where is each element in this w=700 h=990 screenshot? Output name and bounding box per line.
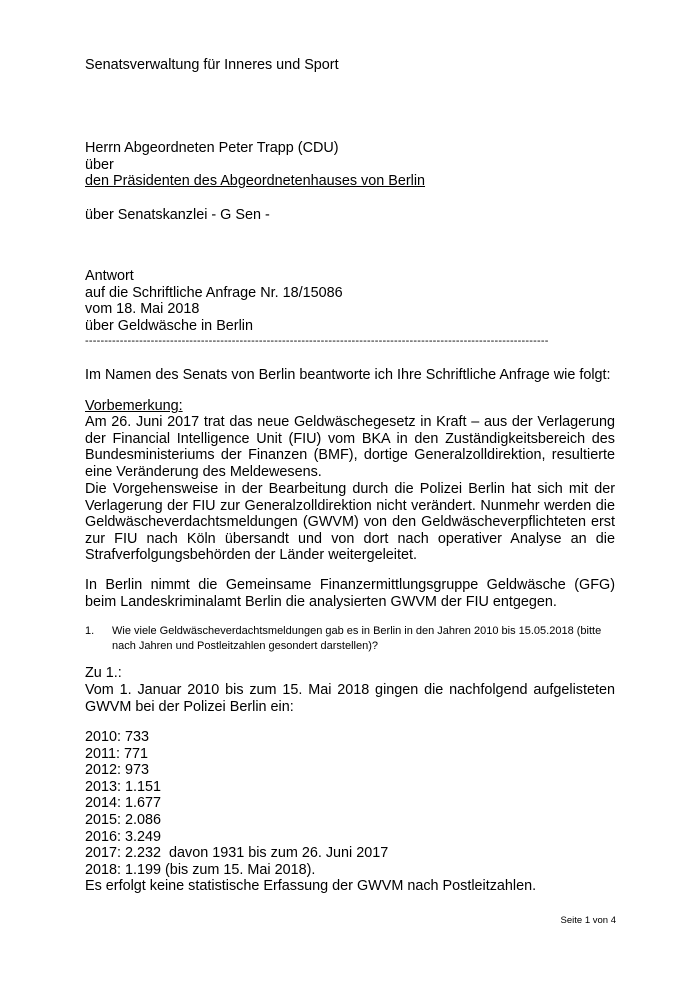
recipient-chancellery: über Senatskanzlei - G Sen -: [85, 207, 270, 223]
subject-topic: über Geldwäsche in Berlin: [85, 317, 253, 334]
stat-2013: 2013: 1.151: [85, 778, 162, 795]
stat-2010: 2010: 733: [85, 729, 150, 745]
recipient-name: Herrn Abgeordneten Peter Trapp (CDU): [85, 140, 339, 156]
preliminary-paragraph-1: Am 26. Juni 2017 trat das neue Geldwäschegesetz in Kraft – aus der Verlagerung der Financial Intelligence Unit (FIU) vom BKA in den Zuständigkeitsbereich des Bundesministeriums der Finanzen (BMF), dortige Generalzolldirektion, resultierte eine Veränderung des Meldewesens.: [85, 414, 615, 480]
question-number: 1.: [85, 625, 95, 637]
answer-closing: Es erfolgt keine statistische Erfassung der GWVM nach Postleitzahlen.: [85, 878, 537, 895]
subject-block: [85, 268, 615, 334]
recipient-president: den Präsidenten des Abgeordnetenhauses von Berlin: [85, 173, 426, 190]
stat-2016: 2016: 3.249: [85, 828, 162, 845]
answer-heading: Zu 1.:: [85, 665, 122, 681]
statistics-list: [85, 729, 615, 895]
intro-text: Im Namen des Senats von Berlin beantworte ich Ihre Schriftliche Anfrage wie folgt:: [85, 367, 611, 383]
preliminary-paragraph-2: Die Vorgehensweise in der Bearbeitung durch die Polizei Berlin hat sich mit der Verlagerung der FIU zur Generalzolldirektion nicht verändert. Nunmehr werden die Geldwäscheverdachtsmeldungen (GWVM) von den Geldwäscheverpflichteten erst zur FIU nach Köln übersandt und von dort nach operativer Analyse an die Strafverfolgungsbehörden der Länder weitergeleitet.: [85, 481, 615, 564]
stat-2015: 2015: 2.086: [85, 811, 162, 828]
stat-2017: 2017: 2.232 davon 1931 bis zum 26. Juni 2017: [85, 845, 389, 862]
stat-2014: 2014: 1.677: [85, 795, 162, 812]
separator-line: ------------------------------------------------------------------------------------------------------------------------: [85, 335, 549, 347]
stat-2011: 2011: 771: [85, 745, 148, 762]
recipient-via: über: [85, 156, 114, 173]
question-text: Wie viele Geldwäscheverdachtsmeldungen gab es in Berlin in den Jahren 2010 bis 15.05.2018 (bitte nach Jahren und Postleitzahlen gesondert darstellen)?: [112, 625, 602, 652]
subject-inquiry-number: auf die Schriftliche Anfrage Nr. 18/15086: [85, 284, 343, 301]
subject-date: vom 18. Mai 2018: [85, 301, 200, 318]
preliminary-heading: Vorbemerkung:: [85, 398, 183, 414]
stat-2018: 2018: 1.199 (bis zum 15. Mai 2018).: [85, 861, 316, 878]
preliminary-paragraph-3: In Berlin nimmt die Gemeinsame Finanzermittlungsgruppe Geldwäsche (GFG) beim Landeskriminalamt Berlin die analysierten GWVM der FIU entgegen.: [85, 577, 615, 610]
recipient-block: [85, 140, 615, 190]
page-number: Seite 1 von 4: [560, 915, 616, 926]
subject-answer: Antwort: [85, 268, 134, 284]
answer-text: Vom 1. Januar 2010 bis zum 15. Mai 2018 gingen die nachfolgend aufgelisteten GWVM bei der Polizei Berlin ein:: [85, 682, 615, 715]
sender-line: Senatsverwaltung für Inneres und Sport: [85, 57, 339, 73]
stat-2012: 2012: 973: [85, 762, 150, 779]
